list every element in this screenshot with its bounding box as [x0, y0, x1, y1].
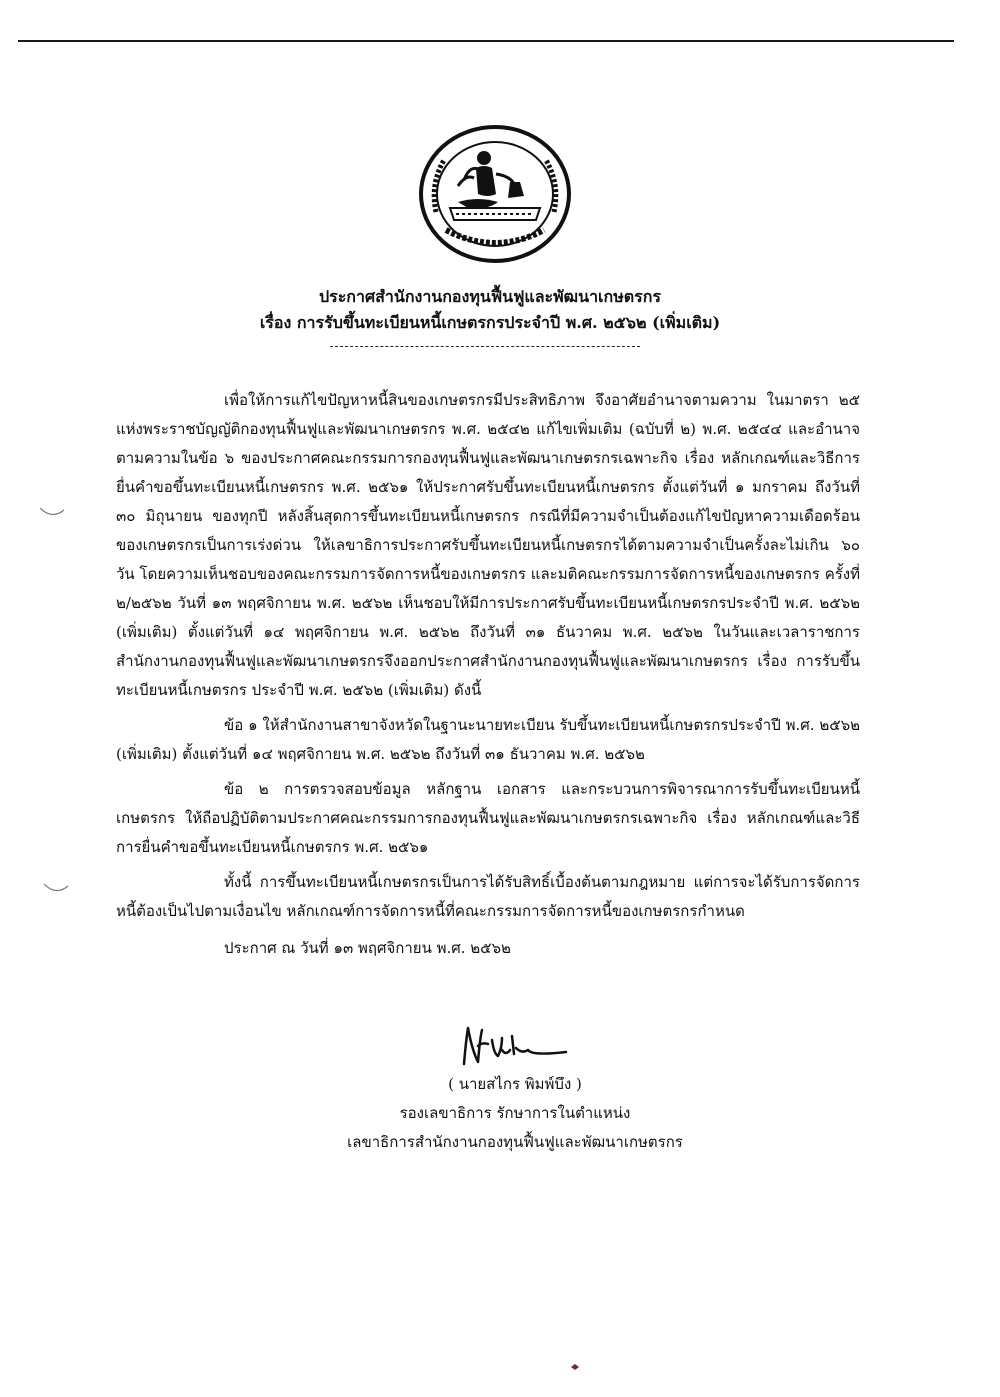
stray-mark-icon [570, 1363, 580, 1371]
punch-hole-mark-icon [42, 882, 70, 894]
signer-name: ( นายสไกร พิมพ์บึง ) [448, 1075, 582, 1093]
clause-1: ข้อ ๑ ให้สำนักงานสาขาจังหวัดในฐานะนายทะเบียน รับขึ้นทะเบียนหนี้เกษตรกรประจำปี พ.ศ. ๒๕๖๒ (เพิ่มเติม) ตั้งแต่วันที่ ๑๔ พฤศจิกายน พ.ศ. ๒๕๖๒ ถึงวันที่ ๓๑ ธันวาคม พ.ศ. ๒๕๖๒ [116, 716, 860, 763]
clause-2: ข้อ ๒ การตรวจสอบข้อมูล หลักฐาน เอกสาร และกระบวนการพิจารณาการรับขึ้นทะเบียนหนี้เกษตรกร ให้ถือปฏิบัติตามประกาศคณะกรรมการกองทุนฟื้นฟูและพัฒนาเกษตรกรเฉพาะกิจ เรื่อง หลักเกณฑ์และวิธีการยื่นคำขอขึ้นทะเบียนหนี้เกษตรกร พ.ศ. ๒๕๖๑ [116, 780, 860, 856]
signer-position-2: เลขาธิการสำนักงานกองทุนฟื้นฟูและพัฒนาเกษตรกร [347, 1133, 683, 1151]
intro-paragraph: เพื่อให้การแก้ไขปัญหาหนี้สินของเกษตรกรมีประสิทธิภาพ จึงอาศัยอำนาจตามความ ในมาตรา ๒๕ แห่งพระราชบัญญัติกองทุนฟื้นฟูและพัฒนาเกษตรกร พ.ศ. ๒๕๔๒ แก้ไขเพิ่มเติม (ฉบับที่ ๒) พ.ศ. ๒๕๔๔ และอำนาจตามความในข้อ ๖ ของประกาศคณะกรรมการกองทุนฟื้นฟูและพัฒนาเกษตรกรเฉพาะกิจ เรื่อง หลักเกณฑ์และวิธีการยื่นคำขอขึ้นทะเบียนหนี้เกษตรกร พ.ศ. ๒๕๖๑ ให้ประกาศรับขึ้นทะเบียนหนี้เกษตรกร ตั้งแต่วันที่ ๑ มกราคม ถึงวันที่ ๓๐ มิถุนายน ของทุกปี หลังสิ้นสุดการขึ้นทะเบียนหนี้เกษตรกร กรณีที่มีความจำเป็นต้องแก้ไขปัญหาความเดือดร้อนของเกษตรกรเป็นการเร่งด่วน ให้เลขาธิการประกาศรับขึ้นทะเบียนหนี้เกษตรกรได้ตามความจำเป็นครั้งละไม่เกิน ๖๐ วัน โดยความเห็นชอบของคณะกรรมการจัดการหนี้ของเกษตรกร และมติคณะกรรมการจัดการหนี้ของเกษตรกร ครั้งที่ ๒/๒๕๖๒ วันที่ ๑๓ พฤศจิกายน พ.ศ. ๒๕๖๒ เห็นชอบให้มีการประกาศรับขึ้นทะเบียนหนี้เกษตรกรประจำปี พ.ศ. ๒๕๖๒ (เพิ่มเติม) ตั้งแต่วันที่ ๑๔ พฤศจิกายน พ.ศ. ๒๕๖๒ ถึงวันที่ ๓๑ ธันวาคม พ.ศ. ๒๕๖๒ ในวันและเวลาราชการ สำนักงานกองทุนฟื้นฟูและพัฒนาเกษตรกรจึงออกประกาศสำนักงานกองทุนฟื้นฟูและพัฒนาเกษตรกร เรื่อง การรับขึ้นทะเบียนหนี้เกษตรกร ประจำปี พ.ศ. ๒๕๖๒ (เพิ่มเติม) ดังนี้ [116, 391, 860, 699]
title-line-1: ประกาศสำนักงานกองทุนฟื้นฟูและพัฒนาเกษตรกร [318, 287, 662, 306]
title-divider [330, 346, 640, 347]
signer-block [300, 1070, 730, 1157]
announcement-date: ประกาศ ณ วันที่ ๑๓ พฤศจิกายน พ.ศ. ๒๕๖๒ [224, 939, 511, 957]
title-line-2: เรื่อง การรับขึ้นทะเบียนหนี้เกษตรกรประจำปี พ.ศ. ๒๕๖๒ (เพิ่มเติม) [259, 313, 721, 332]
announcement-title [130, 284, 850, 336]
top-rule [18, 40, 954, 42]
announcement-body [116, 386, 860, 969]
punch-hole-mark-icon [38, 506, 66, 518]
handwritten-signature-icon [458, 1020, 570, 1070]
signer-position-1: รองเลขาธิการ รักษาการในตำแหน่ง [399, 1104, 631, 1122]
note-paragraph: ทั้งนี้ การขึ้นทะเบียนหนี้เกษตรกรเป็นการได้รับสิทธิ์เบื้องต้นตามกฎหมาย แต่การจะได้รับการจัดการหนี้ต้องเป็นไปตามเงื่อนไข หลักเกณฑ์การจัดการหนี้ที่คณะกรรมการจัดการหนี้ของเกษตรกรกำหนด [116, 873, 860, 920]
agency-seal-icon [418, 124, 572, 264]
